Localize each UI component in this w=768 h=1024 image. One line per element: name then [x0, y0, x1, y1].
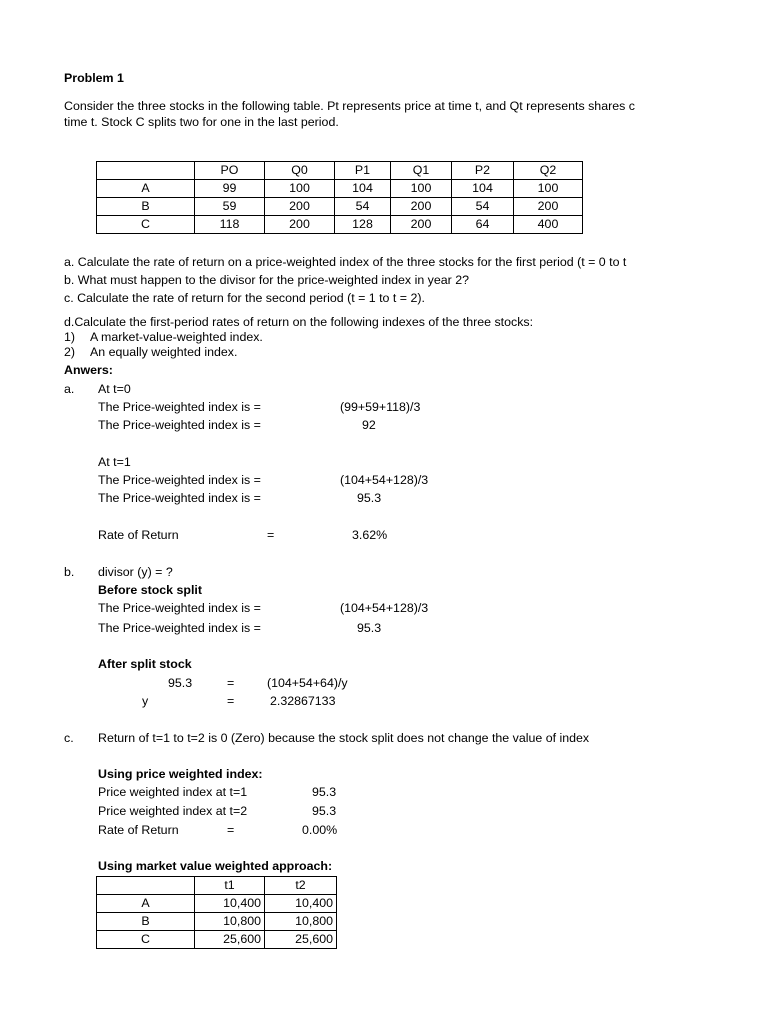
- table-cell: A: [97, 895, 195, 913]
- table-row: [97, 895, 337, 913]
- table-cell: 200: [391, 216, 452, 234]
- answer-b-after-heading: After split stock: [98, 657, 192, 671]
- answer-b-pwi-label: The Price-weighted index is =: [98, 601, 261, 615]
- intro-line-2: time t. Stock C splits two for one in the last period.: [64, 115, 339, 129]
- answer-b-divisor-label: divisor (y) = ?: [98, 565, 173, 579]
- answer-b-pwi-label: The Price-weighted index is =: [98, 621, 261, 635]
- answer-c-marker: c.: [64, 731, 74, 745]
- table-row: [97, 931, 337, 949]
- question-c: c. Calculate the rate of return for the second period (t = 1 to t = 2).: [64, 291, 425, 305]
- table-cell: 200: [265, 198, 335, 216]
- answer-c-pw-t1-value: 95.3: [312, 785, 337, 799]
- table-cell: 128: [335, 216, 391, 234]
- answer-b-before-heading: Before stock split: [98, 583, 202, 597]
- answer-b-marker: b.: [64, 565, 75, 579]
- stock-table-header-cell: Q1: [391, 162, 452, 180]
- answer-a-marker: a.: [64, 382, 75, 396]
- answer-b-equals: =: [227, 676, 235, 690]
- stock-table-header-cell: [97, 162, 195, 180]
- answer-a-t1-value: 95.3: [357, 491, 382, 505]
- table-cell: C: [97, 216, 195, 234]
- stock-table-header-cell: Q2: [514, 162, 583, 180]
- stock-table-header-cell: PO: [195, 162, 265, 180]
- table-row: [97, 216, 583, 234]
- table-cell: 54: [452, 198, 514, 216]
- answer-b-before-value: 95.3: [357, 621, 382, 635]
- table-cell: 10,400: [195, 895, 265, 913]
- question-d2: An equally weighted index.: [90, 345, 238, 359]
- answer-c-statement: Return of t=1 to t=2 is 0 (Zero) because the stock split does not change the value of index: [98, 731, 590, 745]
- market-value-table: [96, 876, 337, 949]
- stock-table-header-cell: P2: [452, 162, 514, 180]
- answer-a-pwi-label: The Price-weighted index is =: [98, 491, 261, 505]
- answer-a-pwi-label: The Price-weighted index is =: [98, 400, 261, 414]
- question-d2-number: 2): [64, 345, 76, 359]
- answer-a-t0-value: 92: [362, 418, 376, 432]
- table-cell: 100: [265, 180, 335, 198]
- answer-a-pwi-label: The Price-weighted index is =: [98, 473, 261, 487]
- answer-c-pw-t2-value: 95.3: [312, 804, 337, 818]
- answer-a-t1-label: At t=1: [98, 455, 131, 469]
- table-cell: 104: [335, 180, 391, 198]
- table-cell: C: [97, 931, 195, 949]
- answer-c-pw-heading: Using price weighted index:: [98, 767, 263, 781]
- table-cell: 64: [452, 216, 514, 234]
- answer-a-t0-formula: (99+59+118)/3: [340, 400, 421, 414]
- market-value-table-header-cell: t1: [195, 877, 265, 895]
- table-cell: 54: [335, 198, 391, 216]
- question-a: a. Calculate the rate of return on a price-weighted index of the three stocks for the first period (t = 0 to t: [64, 255, 627, 269]
- answer-b-y-value: 2.32867133: [270, 694, 336, 708]
- table-cell: 10,800: [265, 913, 337, 931]
- answer-c-equals: =: [227, 823, 235, 837]
- table-cell: 200: [391, 198, 452, 216]
- table-cell: 104: [452, 180, 514, 198]
- table-cell: 10,400: [265, 895, 337, 913]
- table-cell: 200: [514, 198, 583, 216]
- table-cell: A: [97, 180, 195, 198]
- table-row: [97, 198, 583, 216]
- answer-c-pw-t2-label: Price weighted index at t=2: [98, 804, 248, 818]
- answer-b-after-formula: (104+54+64)/y: [267, 676, 348, 690]
- stock-table: [96, 161, 583, 234]
- table-cell: 400: [514, 216, 583, 234]
- answer-c-pw-t1-label: Price weighted index at t=1: [98, 785, 248, 799]
- table-cell: 118: [195, 216, 265, 234]
- question-d1: A market-value-weighted index.: [90, 330, 263, 344]
- table-cell: 59: [195, 198, 265, 216]
- answer-c-mv-heading: Using market value weighted approach:: [98, 859, 333, 873]
- intro-line-1: Consider the three stocks in the following table. Pt represents price at time t, and Qt represents shares c: [64, 99, 635, 113]
- answer-b-before-formula: (104+54+128)/3: [340, 601, 429, 615]
- answers-heading: Anwers:: [64, 363, 113, 377]
- table-cell: 99: [195, 180, 265, 198]
- answer-b-y-label: y: [142, 694, 149, 708]
- answer-a-t0-label: At t=0: [98, 382, 131, 396]
- answer-a-ror-label: Rate of Return: [98, 528, 179, 542]
- stock-table-header-cell: P1: [335, 162, 391, 180]
- table-cell: 200: [265, 216, 335, 234]
- stock-table-header-cell: Q0: [265, 162, 335, 180]
- table-cell: B: [97, 198, 195, 216]
- market-value-table-header-cell: [97, 877, 195, 895]
- answer-c-ror-value: 0.00%: [302, 823, 338, 837]
- question-b: b. What must happen to the divisor for the price-weighted index in year 2?: [64, 273, 469, 287]
- table-cell: 100: [391, 180, 452, 198]
- answer-c-ror-label: Rate of Return: [98, 823, 179, 837]
- answer-a-pwi-label: The Price-weighted index is =: [98, 418, 261, 432]
- answer-a-t1-formula: (104+54+128)/3: [340, 473, 429, 487]
- market-value-table-header-cell: t2: [265, 877, 337, 895]
- table-cell: 10,800: [195, 913, 265, 931]
- answer-a-ror-value: 3.62%: [352, 528, 388, 542]
- table-cell: 25,600: [265, 931, 337, 949]
- stock-table-header-row: [97, 162, 583, 180]
- question-d1-number: 1): [64, 330, 76, 344]
- table-cell: 100: [514, 180, 583, 198]
- market-value-table-header-row: [97, 877, 337, 895]
- problem-title: Problem 1: [64, 71, 124, 85]
- question-d: d.Calculate the first-period rates of return on the following indexes of the three stocks:: [64, 315, 534, 329]
- answer-a-equals: =: [267, 528, 275, 542]
- table-cell: B: [97, 913, 195, 931]
- table-row: [97, 913, 337, 931]
- table-cell: 25,600: [195, 931, 265, 949]
- table-row: [97, 180, 583, 198]
- answer-b-after-lhs: 95.3: [168, 676, 193, 690]
- answer-b-equals: =: [227, 694, 235, 708]
